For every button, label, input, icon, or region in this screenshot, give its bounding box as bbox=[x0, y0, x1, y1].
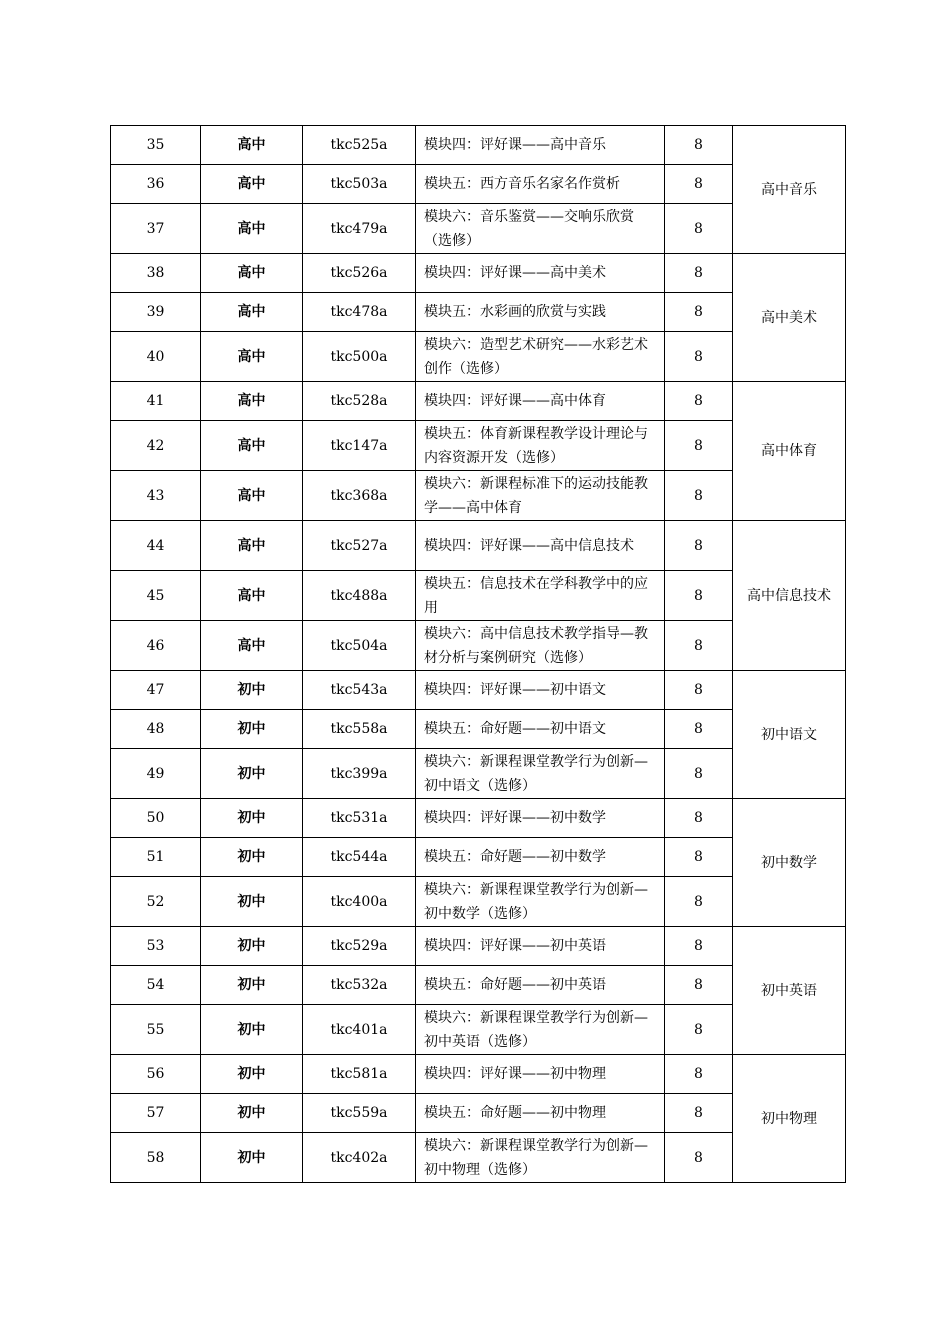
credit-hours: 8 bbox=[665, 749, 733, 799]
credit-hours: 8 bbox=[665, 332, 733, 382]
school-level: 初中 bbox=[201, 877, 303, 927]
row-number: 43 bbox=[111, 471, 201, 521]
credit-hours: 8 bbox=[665, 877, 733, 927]
course-code: tkc581a bbox=[303, 1055, 416, 1094]
subject-cell: 高中体育 bbox=[733, 382, 846, 521]
course-code: tkc147a bbox=[303, 421, 416, 471]
row-number: 54 bbox=[111, 966, 201, 1005]
table-row bbox=[111, 927, 846, 966]
row-number: 47 bbox=[111, 671, 201, 710]
table-row bbox=[111, 671, 846, 710]
row-number: 35 bbox=[111, 126, 201, 165]
school-level: 高中 bbox=[201, 254, 303, 293]
course-title: 模块五：命好题——初中语文 bbox=[416, 710, 665, 749]
course-title: 模块六：新课程课堂教学行为创新—初中英语（选修） bbox=[416, 1005, 665, 1055]
row-number: 55 bbox=[111, 1005, 201, 1055]
subject-cell: 初中数学 bbox=[733, 799, 846, 927]
course-code: tkc402a bbox=[303, 1133, 416, 1183]
course-code: tkc478a bbox=[303, 293, 416, 332]
course-title: 模块四：评好课——初中数学 bbox=[416, 799, 665, 838]
row-number: 49 bbox=[111, 749, 201, 799]
school-level: 初中 bbox=[201, 1055, 303, 1094]
school-level: 高中 bbox=[201, 332, 303, 382]
row-number: 39 bbox=[111, 293, 201, 332]
school-level: 高中 bbox=[201, 521, 303, 571]
row-number: 41 bbox=[111, 382, 201, 421]
credit-hours: 8 bbox=[665, 1133, 733, 1183]
course-code: tkc526a bbox=[303, 254, 416, 293]
row-number: 45 bbox=[111, 571, 201, 621]
subject-cell: 初中物理 bbox=[733, 1055, 846, 1183]
school-level: 初中 bbox=[201, 1094, 303, 1133]
school-level: 初中 bbox=[201, 710, 303, 749]
table-row bbox=[111, 799, 846, 838]
course-code: tkc544a bbox=[303, 838, 416, 877]
school-level: 高中 bbox=[201, 293, 303, 332]
school-level: 初中 bbox=[201, 927, 303, 966]
course-code: tkc528a bbox=[303, 382, 416, 421]
course-title: 模块四：评好课——高中音乐 bbox=[416, 126, 665, 165]
course-title: 模块六：音乐鉴赏——交响乐欣赏（选修） bbox=[416, 204, 665, 254]
course-title: 模块四：评好课——初中语文 bbox=[416, 671, 665, 710]
course-title: 模块四：评好课——高中美术 bbox=[416, 254, 665, 293]
course-title: 模块五：西方音乐名家名作赏析 bbox=[416, 165, 665, 204]
credit-hours: 8 bbox=[665, 126, 733, 165]
row-number: 44 bbox=[111, 521, 201, 571]
school-level: 初中 bbox=[201, 1133, 303, 1183]
school-level: 初中 bbox=[201, 749, 303, 799]
course-code: tkc488a bbox=[303, 571, 416, 621]
credit-hours: 8 bbox=[665, 799, 733, 838]
row-number: 53 bbox=[111, 927, 201, 966]
subject-cell: 初中语文 bbox=[733, 671, 846, 799]
course-code: tkc525a bbox=[303, 126, 416, 165]
school-level: 高中 bbox=[201, 165, 303, 204]
course-title: 模块六：新课程课堂教学行为创新—初中数学（选修） bbox=[416, 877, 665, 927]
course-title: 模块五：命好题——初中数学 bbox=[416, 838, 665, 877]
row-number: 56 bbox=[111, 1055, 201, 1094]
credit-hours: 8 bbox=[665, 521, 733, 571]
credit-hours: 8 bbox=[665, 966, 733, 1005]
course-title: 模块五：水彩画的欣赏与实践 bbox=[416, 293, 665, 332]
course-code: tkc531a bbox=[303, 799, 416, 838]
credit-hours: 8 bbox=[665, 671, 733, 710]
credit-hours: 8 bbox=[665, 421, 733, 471]
credit-hours: 8 bbox=[665, 571, 733, 621]
credit-hours: 8 bbox=[665, 1055, 733, 1094]
course-title: 模块四：评好课——初中英语 bbox=[416, 927, 665, 966]
course-code: tkc479a bbox=[303, 204, 416, 254]
credit-hours: 8 bbox=[665, 1005, 733, 1055]
course-title: 模块五：命好题——初中英语 bbox=[416, 966, 665, 1005]
school-level: 高中 bbox=[201, 382, 303, 421]
school-level: 高中 bbox=[201, 621, 303, 671]
school-level: 初中 bbox=[201, 799, 303, 838]
course-code: tkc504a bbox=[303, 621, 416, 671]
credit-hours: 8 bbox=[665, 927, 733, 966]
course-title: 模块五：信息技术在学科教学中的应用 bbox=[416, 571, 665, 621]
row-number: 52 bbox=[111, 877, 201, 927]
course-code: tkc399a bbox=[303, 749, 416, 799]
course-code: tkc400a bbox=[303, 877, 416, 927]
row-number: 42 bbox=[111, 421, 201, 471]
credit-hours: 8 bbox=[665, 710, 733, 749]
subject-cell: 初中英语 bbox=[733, 927, 846, 1055]
course-code: tkc529a bbox=[303, 927, 416, 966]
credit-hours: 8 bbox=[665, 204, 733, 254]
course-title: 模块六：高中信息技术教学指导—教材分析与案例研究（选修） bbox=[416, 621, 665, 671]
course-code: tkc503a bbox=[303, 165, 416, 204]
course-code: tkc558a bbox=[303, 710, 416, 749]
row-number: 58 bbox=[111, 1133, 201, 1183]
course-title: 模块六：造型艺术研究——水彩艺术创作（选修） bbox=[416, 332, 665, 382]
school-level: 高中 bbox=[201, 471, 303, 521]
row-number: 50 bbox=[111, 799, 201, 838]
school-level: 初中 bbox=[201, 838, 303, 877]
row-number: 40 bbox=[111, 332, 201, 382]
credit-hours: 8 bbox=[665, 382, 733, 421]
subject-cell: 高中音乐 bbox=[733, 126, 846, 254]
course-title: 模块六：新课程课堂教学行为创新—初中语文（选修） bbox=[416, 749, 665, 799]
course-code: tkc559a bbox=[303, 1094, 416, 1133]
credit-hours: 8 bbox=[665, 165, 733, 204]
course-table bbox=[110, 125, 846, 1183]
row-number: 37 bbox=[111, 204, 201, 254]
course-code: tkc543a bbox=[303, 671, 416, 710]
subject-cell: 高中美术 bbox=[733, 254, 846, 382]
school-level: 高中 bbox=[201, 126, 303, 165]
school-level: 高中 bbox=[201, 571, 303, 621]
table-row bbox=[111, 521, 846, 571]
course-title: 模块六：新课程标准下的运动技能教学——高中体育 bbox=[416, 471, 665, 521]
credit-hours: 8 bbox=[665, 471, 733, 521]
credit-hours: 8 bbox=[665, 254, 733, 293]
course-title: 模块四：评好课——高中体育 bbox=[416, 382, 665, 421]
table-row bbox=[111, 382, 846, 421]
school-level: 初中 bbox=[201, 671, 303, 710]
course-title: 模块五：命好题——初中物理 bbox=[416, 1094, 665, 1133]
row-number: 48 bbox=[111, 710, 201, 749]
school-level: 初中 bbox=[201, 1005, 303, 1055]
table-row bbox=[111, 1055, 846, 1094]
school-level: 高中 bbox=[201, 421, 303, 471]
credit-hours: 8 bbox=[665, 621, 733, 671]
row-number: 46 bbox=[111, 621, 201, 671]
course-code: tkc500a bbox=[303, 332, 416, 382]
course-title: 模块五：体育新课程教学设计理论与内容资源开发（选修） bbox=[416, 421, 665, 471]
course-code: tkc368a bbox=[303, 471, 416, 521]
table-row bbox=[111, 254, 846, 293]
course-code: tkc532a bbox=[303, 966, 416, 1005]
course-code: tkc401a bbox=[303, 1005, 416, 1055]
school-level: 高中 bbox=[201, 204, 303, 254]
course-title: 模块四：评好课——高中信息技术 bbox=[416, 521, 665, 571]
row-number: 36 bbox=[111, 165, 201, 204]
course-code: tkc527a bbox=[303, 521, 416, 571]
course-title: 模块四：评好课——初中物理 bbox=[416, 1055, 665, 1094]
subject-cell: 高中信息技术 bbox=[733, 521, 846, 671]
credit-hours: 8 bbox=[665, 293, 733, 332]
credit-hours: 8 bbox=[665, 1094, 733, 1133]
course-title: 模块六：新课程课堂教学行为创新—初中物理（选修） bbox=[416, 1133, 665, 1183]
row-number: 51 bbox=[111, 838, 201, 877]
credit-hours: 8 bbox=[665, 838, 733, 877]
school-level: 初中 bbox=[201, 966, 303, 1005]
row-number: 57 bbox=[111, 1094, 201, 1133]
table-row bbox=[111, 126, 846, 165]
row-number: 38 bbox=[111, 254, 201, 293]
